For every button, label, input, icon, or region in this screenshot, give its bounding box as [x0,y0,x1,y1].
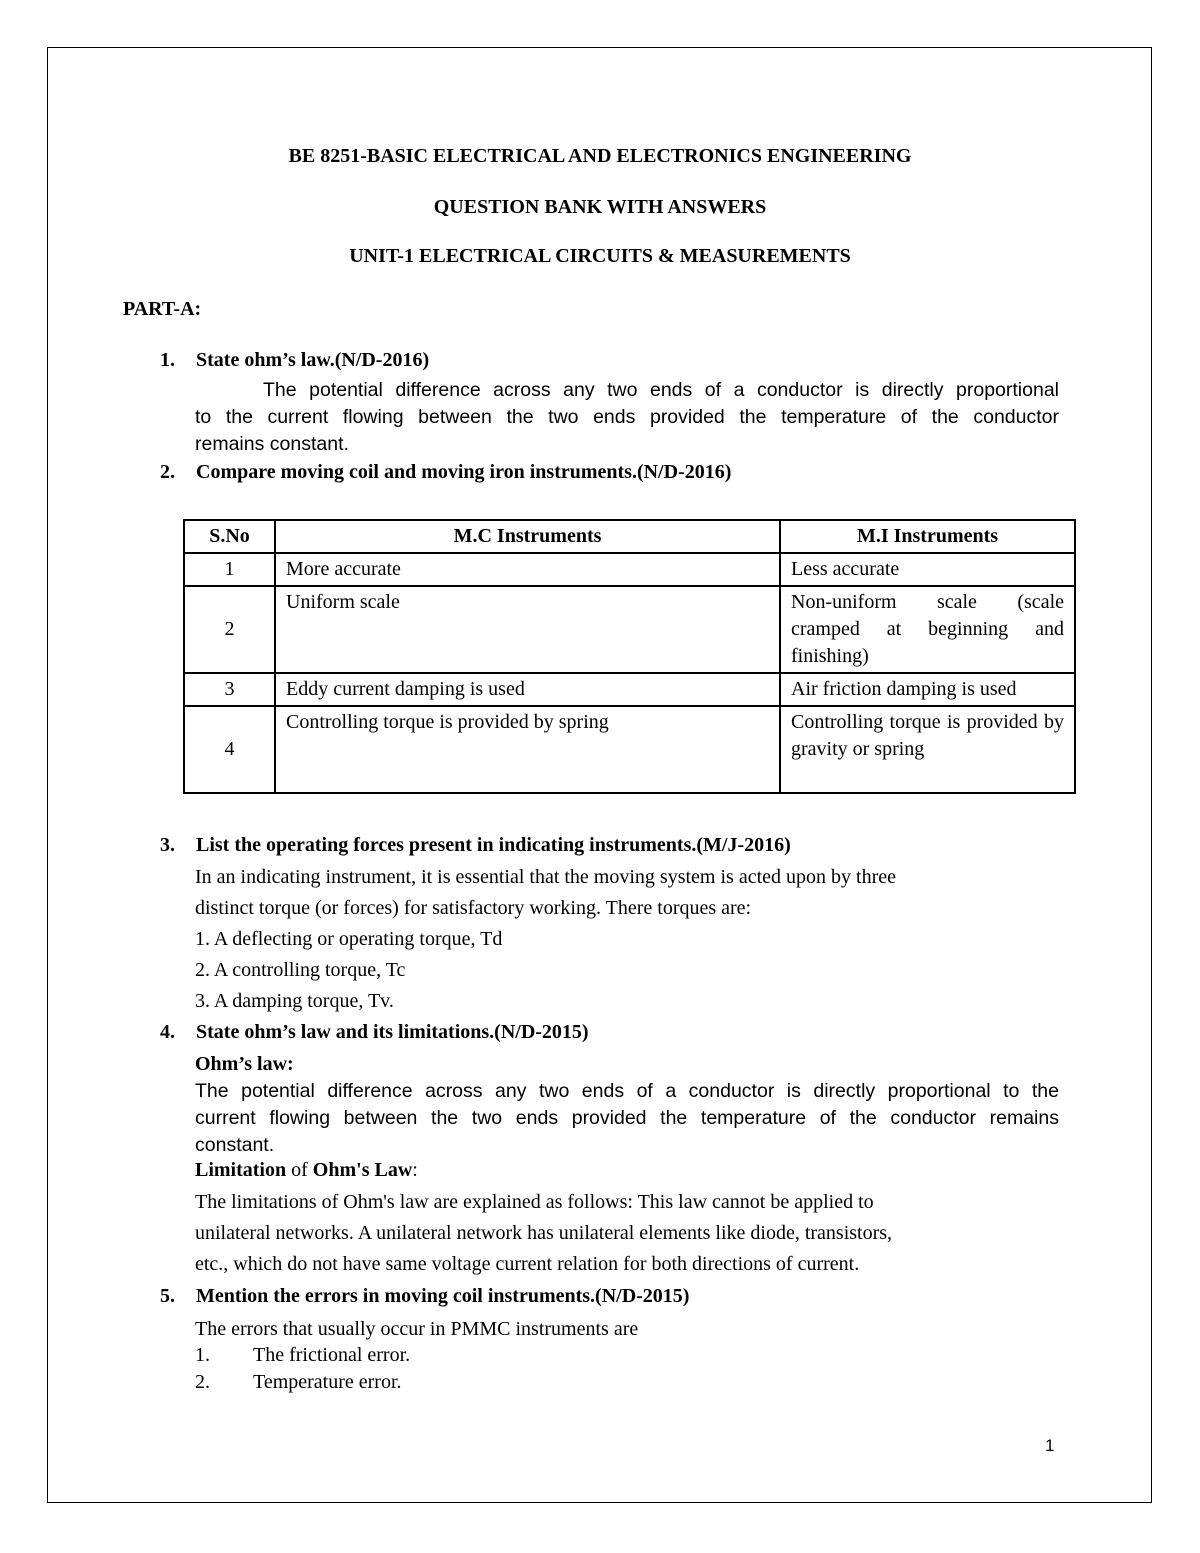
column-header-sno: S.No [184,520,275,553]
question-number: 4. [160,1021,175,1043]
part-heading: PART-A: [123,298,202,320]
unit-title: UNIT-1 ELECTRICAL CIRCUITS & MEASUREMENTS [349,245,851,267]
page-number: 1 [1045,1436,1055,1455]
cell-mc: Eddy current damping is used [275,673,780,706]
answer-line: The limitations of Ohm's law are explained as follows: This law cannot be applied to [195,1191,874,1213]
question-text: Mention the errors in moving coil instruments.(N/D-2015) [196,1285,690,1307]
cell-sno: 4 [184,706,275,793]
cell-mc: Uniform scale [275,586,780,673]
answer-line: constant. [195,1134,275,1156]
answer-paragraph [195,1078,1059,1159]
column-header-mc: M.C Instruments [275,520,780,553]
answer-line: to the current flowing between the two ends provided the temperature of the conductor [195,406,1059,428]
column-header-mi: M.I Instruments [780,520,1075,553]
cell-sno: 3 [184,673,275,706]
comparison-table [183,519,1076,794]
cell-mi: Controlling torque is provided by gravity or spring [780,706,1075,793]
table-row [184,586,1075,673]
table-row [184,673,1075,706]
list-item [195,1344,410,1367]
document-title: BE 8251-BASIC ELECTRICAL AND ELECTRONICS ENGINEERING [288,145,912,167]
question-number: 5. [160,1285,175,1307]
list-text: Temperature error. [253,1371,402,1393]
cell-sno: 1 [184,553,275,586]
question-1 [160,349,429,372]
question-text: State ohm’s law.(N/D-2016) [196,349,430,371]
question-4 [160,1021,589,1044]
question-number: 1. [160,349,175,371]
list-number: 2. [195,1371,210,1393]
answer-line: The potential difference across any two ends of a conductor is directly proportional to the [195,1080,1059,1102]
subheading-limitation: Limitation of Ohm's Law: [195,1159,418,1181]
list-item: 2. A controlling torque, Tc [195,959,406,981]
list-item: 3. A damping torque, Tv. [195,990,394,1012]
table-header-row [184,520,1075,553]
answer-line: unilateral networks. A unilateral network has unilateral elements like diode, transistors, [195,1222,893,1244]
document-subtitle: QUESTION BANK WITH ANSWERS [433,196,767,218]
cell-mc: Controlling torque is provided by spring [275,706,780,793]
list-number: 1. [195,1344,210,1366]
cell-mc: More accurate [275,553,780,586]
subheading-ohms-law: Ohm’s law: [195,1053,294,1075]
list-item: 1. A deflecting or operating torque, Td [195,928,503,950]
question-3 [160,834,791,857]
cell-sno: 2 [184,586,275,673]
question-text: List the operating forces present in indicating instruments.(M/J-2016) [196,834,791,856]
answer-line: The potential difference across any two ends of a conductor is directly proportional [263,379,1059,401]
question-text: State ohm’s law and its limitations.(N/D-2015) [196,1021,589,1043]
table-row [184,553,1075,586]
cell-mi: Less accurate [780,553,1075,586]
question-2 [160,461,731,484]
answer-line: current flowing between the two ends provided the temperature of the conductor remains [195,1107,1059,1129]
answer-1 [195,377,1059,458]
list-item [195,1371,402,1394]
list-text: The frictional error. [253,1344,411,1366]
question-5 [160,1285,689,1308]
table-row [184,706,1075,793]
cell-mi: Non-uniform scale (scale cramped at beginning and finishing) [780,586,1075,673]
answer-line: etc., which do not have same voltage current relation for both directions of current. [195,1253,860,1275]
cell-mi: Air friction damping is used [780,673,1075,706]
question-number: 2. [160,461,175,483]
answer-line: remains constant. [195,433,349,455]
answer-line: The errors that usually occur in PMMC instruments are [195,1318,639,1340]
answer-line: distinct torque (or forces) for satisfactory working. There torques are: [195,897,752,919]
question-text: Compare moving coil and moving iron instruments.(N/D-2016) [196,461,732,483]
question-number: 3. [160,834,175,856]
answer-line: In an indicating instrument, it is essential that the moving system is acted upon by three [195,866,896,888]
